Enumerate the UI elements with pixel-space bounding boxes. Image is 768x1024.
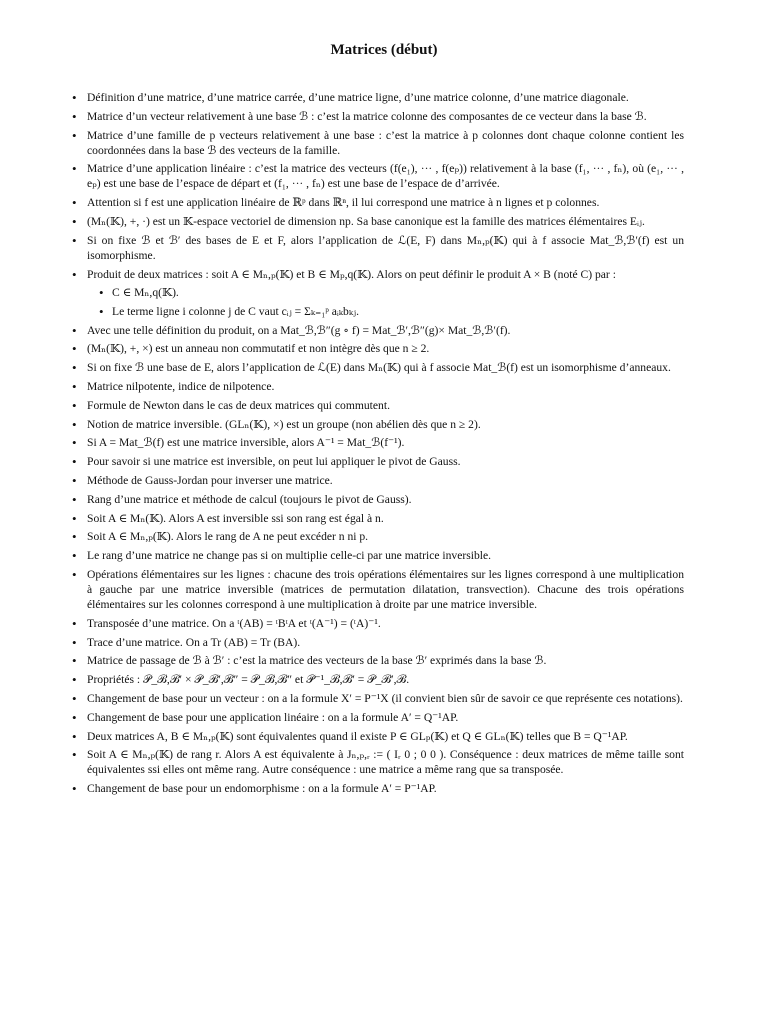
list-item: • Rang d’une matrice et méthode de calcul (toujours le pivot de Gauss). — [72, 492, 684, 507]
list-item: • Soit A ∈ Mₙ,ₚ(𝕂). Alors le rang de A ne peut excéder n ni p. — [72, 529, 684, 544]
list-item: • Le rang d’une matrice ne change pas si on multiplie celle-ci par une matrice inversible. — [72, 548, 684, 563]
list-item: • Méthode de Gauss-Jordan pour inverser une matrice. — [72, 473, 684, 488]
list-item: • Définition d’une matrice, d’une matrice carrée, d’une matrice ligne, d’une matrice colonne, d’une matrice diagonale. — [72, 90, 684, 105]
list-item: • Changement de base pour un vecteur : on a la formule X′ = P⁻¹X (il convient bien sûr de savoir ce que représente ces notations). — [72, 691, 684, 706]
list-item: • Matrice nilpotente, indice de nilpotence. — [72, 379, 684, 394]
list-item: • Matrice d’une famille de p vecteurs relativement à une base : c’est la matrice à p colonnes dont chaque colonne contient les coordonnées dans la base ℬ des vecteurs de la famille. — [72, 128, 684, 158]
product-sublist — [87, 285, 684, 319]
list-item-product — [72, 267, 684, 319]
list-item: • Pour savoir si une matrice est inversible, on peut lui appliquer le pivot de Gauss. — [72, 454, 684, 469]
list-item: • Changement de base pour un endomorphisme : on a la formule A′ = P⁻¹AP. — [72, 781, 684, 796]
list-item: • Matrice d’un vecteur relativement à une base ℬ : c’est la matrice colonne des composantes de ce vecteur dans la base ℬ. — [72, 109, 684, 124]
list-item: • Si on fixe ℬ et ℬ′ des bases de E et F, alors l’application de ℒ(E, F) dans Mₙ,ₚ(𝕂) qui à f associe Mat_ℬ,ℬ′(f) est un isomorphisme. — [72, 233, 684, 263]
list-item: • Si on fixe ℬ une base de E, alors l’application de ℒ(E) dans Mₙ(𝕂) qui à f associe Mat_ℬ(f) est un isomorphisme d’anneaux. — [72, 360, 684, 375]
list-item: • Soit A ∈ Mₙ,ₚ(𝕂) de rang r. Alors A est équivalente à Jₙ,ₚ,ᵣ := ( Iᵣ 0 ; 0 0 ). Conséquence : deux matrices de même taille sont équivalentes ssi elles ont même rang. Autre conséquence : une matrice a même rang que sa transposée. — [72, 747, 684, 777]
list-item: • Attention si f est une application linéaire de ℝᵖ dans ℝⁿ, il lui correspond une matrice à n lignes et p colonnes. — [72, 195, 684, 210]
product-text: Produit de deux matrices : soit A ∈ Mₙ,ₚ(𝕂) et B ∈ Mₚ,q(𝕂). Alors on peut définir le produit A × B (noté C) par : — [87, 267, 616, 281]
list-item: • Transposée d’une matrice. On a ᵗ(AB) = ᵗBᵗA et ᵗ(A⁻¹) = (ᵗA)⁻¹. — [72, 616, 684, 631]
list-item: • Matrice de passage de ℬ à ℬ′ : c’est la matrice des vecteurs de la base ℬ′ exprimés dans la base ℬ. — [72, 653, 684, 668]
list-item: • Soit A ∈ Mₙ(𝕂). Alors A est inversible ssi son rang est égal à n. — [72, 511, 684, 526]
list-item: • (Mₙ(𝕂), +, ×) est un anneau non commutatif et non intègre dès que n ≥ 2. — [72, 341, 684, 356]
sub-list-item: • C ∈ Mₙ,q(𝕂). — [99, 285, 684, 300]
list-item: • Avec une telle définition du produit, on a Mat_ℬ,ℬ″(g ∘ f) = Mat_ℬ′,ℬ″(g)× Mat_ℬ,ℬ′(f). — [72, 323, 684, 338]
list-item: • Propriétés : 𝒫_ℬ,ℬ′ × 𝒫_ℬ′,ℬ″ = 𝒫_ℬ,ℬ″ et 𝒫⁻¹_ℬ,ℬ′ = 𝒫_ℬ′,ℬ. — [72, 672, 684, 687]
list-item: • Deux matrices A, B ∈ Mₙ,ₚ(𝕂) sont équivalentes quand il existe P ∈ GLₚ(𝕂) et Q ∈ GLₙ(𝕂) telles que B = Q⁻¹AP. — [72, 729, 684, 744]
list-item: • (Mₙ(𝕂), +, ·) est un 𝕂-espace vectoriel de dimension np. Sa base canonique est la famille des matrices élémentaires Eᵢⱼ. — [72, 214, 684, 229]
list-item: • Formule de Newton dans le cas de deux matrices qui commutent. — [72, 398, 684, 413]
list-item: • Opérations élémentaires sur les lignes : chacune des trois opérations élémentaires sur les lignes correspond à une multiplication à gauche par une matrice inversible (matrices de permutation dilatation, transvection). Chacune des trois opérations élémentaires sur les colonnes correspond à une multiplication à droite par une matrice inversible. — [72, 567, 684, 612]
sub-list-item: • Le terme ligne i colonne j de C vaut cᵢⱼ = Σₖ₌₁ᵖ aᵢₖbₖⱼ. — [99, 304, 684, 319]
list-item: • Si A = Mat_ℬ(f) est une matrice inversible, alors A⁻¹ = Mat_ℬ(f⁻¹). — [72, 435, 684, 450]
list-item: • Trace d’une matrice. On a Tr (AB) = Tr (BA). — [72, 635, 684, 650]
list-item: • Notion de matrice inversible. (GLₙ(𝕂), ×) est un groupe (non abélien dès que n ≥ 2). — [72, 417, 684, 432]
list-item: • Changement de base pour une application linéaire : on a la formule A′ = Q⁻¹AP. — [72, 710, 684, 725]
topic-list — [72, 90, 684, 800]
page-title: Matrices (début) — [330, 42, 438, 58]
list-item: • Matrice d’une application linéaire : c’est la matrice des vecteurs (f(e₁), ··· , f(eₚ)) relativement à la base (f₁, ··· , fₙ), où (e₁, ··· , eₚ) est une base de l’espace de départ et (f₁, ··· , fₙ) est une base de l’espace de d’arrivée. — [72, 161, 684, 191]
